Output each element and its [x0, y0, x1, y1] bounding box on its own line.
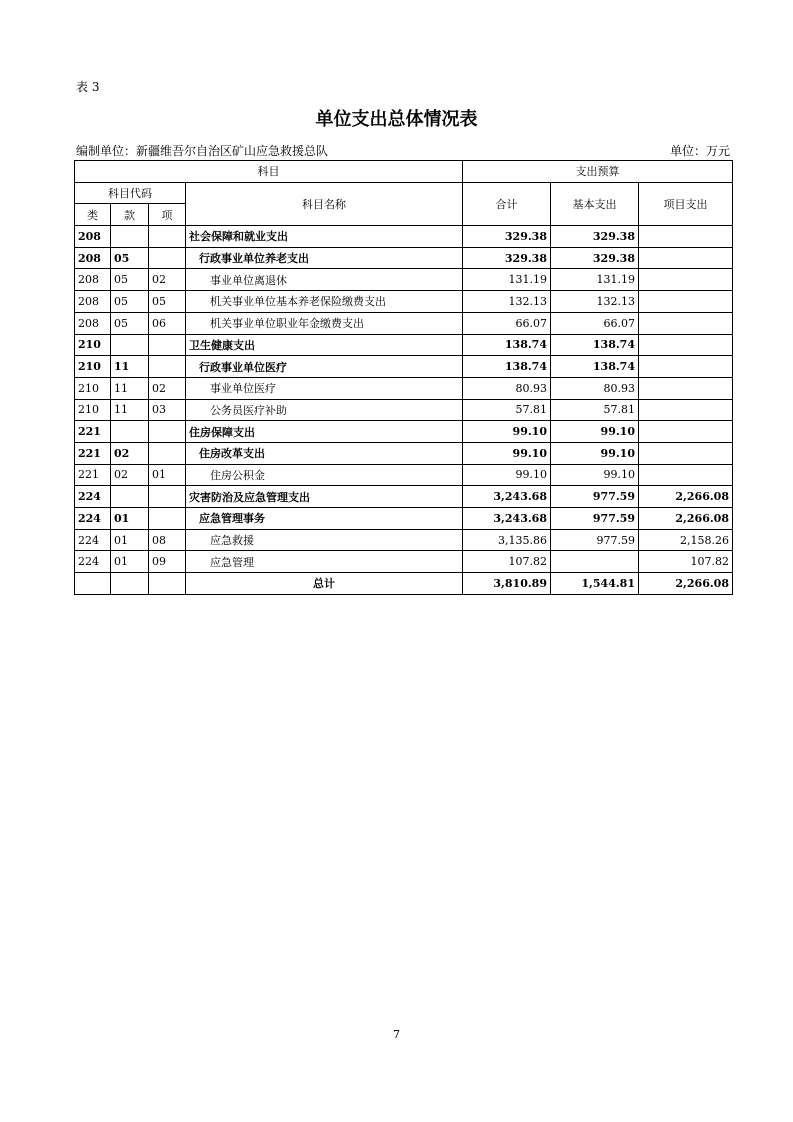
table-row — [75, 334, 733, 356]
cell-project — [639, 356, 733, 378]
cell-name: 机关事业单位基本养老保险缴费支出 — [186, 291, 463, 313]
cell-basic: 80.93 — [551, 377, 639, 399]
cell-project — [639, 291, 733, 313]
cell-lei: 208 — [75, 226, 111, 248]
header-row — [75, 182, 733, 204]
cell-basic — [551, 551, 639, 573]
cell-project — [639, 442, 733, 464]
cell-kuan: 02 — [111, 442, 149, 464]
cell-total: 3,243.68 — [463, 486, 551, 508]
cell-lei: 208 — [75, 247, 111, 269]
cell-lei: 221 — [75, 421, 111, 443]
cell-project: 2,158.26 — [639, 529, 733, 551]
cell-name: 应急管理 — [186, 551, 463, 573]
cell-xiang — [149, 486, 186, 508]
cell-total: 99.10 — [463, 442, 551, 464]
grand-total-basic: 1,544.81 — [551, 573, 639, 595]
cell-name: 社会保障和就业支出 — [186, 226, 463, 248]
cell-xiang — [149, 421, 186, 443]
cell-project: 2,266.08 — [639, 508, 733, 530]
cell-name: 住房保障支出 — [186, 421, 463, 443]
table-row — [75, 269, 733, 291]
cell-xiang: 01 — [149, 464, 186, 486]
cell-kuan — [111, 334, 149, 356]
cell-name: 住房公积金 — [186, 464, 463, 486]
cell-name: 公务员医疗补助 — [186, 399, 463, 421]
cell-lei: 210 — [75, 334, 111, 356]
cell-total: 329.38 — [463, 247, 551, 269]
cell-name: 住房改革支出 — [186, 442, 463, 464]
grand-total-total: 3,810.89 — [463, 573, 551, 595]
cell-project — [639, 334, 733, 356]
page-number: 7 — [393, 1028, 400, 1041]
cell-lei: 210 — [75, 377, 111, 399]
cell-project — [639, 226, 733, 248]
cell-xiang: 09 — [149, 551, 186, 573]
cell-project: 2,266.08 — [639, 486, 733, 508]
header-basic: 基本支出 — [551, 182, 639, 225]
cell-basic: 329.38 — [551, 247, 639, 269]
cell-name: 应急救援 — [186, 529, 463, 551]
cell-total: 132.13 — [463, 291, 551, 313]
cell-kuan: 11 — [111, 356, 149, 378]
grand-total-project: 2,266.08 — [639, 573, 733, 595]
cell-lei: 208 — [75, 312, 111, 334]
cell-xiang: 06 — [149, 312, 186, 334]
cell-total: 131.19 — [463, 269, 551, 291]
cell-basic: 99.10 — [551, 464, 639, 486]
cell-xiang — [149, 334, 186, 356]
cell-lei: 221 — [75, 464, 111, 486]
cell-basic: 329.38 — [551, 226, 639, 248]
cell-kuan: 01 — [111, 508, 149, 530]
cell-basic: 977.59 — [551, 486, 639, 508]
cell-project — [639, 312, 733, 334]
cell-name: 行政事业单位养老支出 — [186, 247, 463, 269]
cell-lei: 224 — [75, 551, 111, 573]
cell-name: 机关事业单位职业年金缴费支出 — [186, 312, 463, 334]
cell-total: 99.10 — [463, 421, 551, 443]
table-row — [75, 291, 733, 313]
cell-lei: 208 — [75, 269, 111, 291]
expenditure-table — [74, 160, 733, 595]
cell-total: 329.38 — [463, 226, 551, 248]
header-code: 科目代码 — [75, 182, 186, 204]
table-row — [75, 551, 733, 573]
header-row — [75, 161, 733, 183]
table-row — [75, 486, 733, 508]
cell-project — [639, 247, 733, 269]
cell-total: 66.07 — [463, 312, 551, 334]
cell-project — [639, 399, 733, 421]
cell-name: 应急管理事务 — [186, 508, 463, 530]
cell-kuan — [111, 486, 149, 508]
empty-cell — [111, 573, 149, 595]
table-row — [75, 312, 733, 334]
cell-project — [639, 464, 733, 486]
cell-kuan: 02 — [111, 464, 149, 486]
header-subject: 科目 — [75, 161, 463, 183]
cell-project — [639, 421, 733, 443]
cell-project — [639, 269, 733, 291]
header-name: 科目名称 — [186, 182, 463, 225]
cell-name: 灾害防治及应急管理支出 — [186, 486, 463, 508]
cell-basic: 99.10 — [551, 442, 639, 464]
cell-lei: 224 — [75, 486, 111, 508]
table-row — [75, 508, 733, 530]
cell-kuan: 05 — [111, 247, 149, 269]
cell-basic: 131.19 — [551, 269, 639, 291]
cell-kuan — [111, 421, 149, 443]
header-lei: 类 — [75, 204, 111, 226]
cell-xiang — [149, 442, 186, 464]
cell-total: 138.74 — [463, 356, 551, 378]
table-row — [75, 421, 733, 443]
cell-total: 3,135.86 — [463, 529, 551, 551]
table-row — [75, 247, 733, 269]
cell-lei: 224 — [75, 508, 111, 530]
header-kuan: 款 — [111, 204, 149, 226]
cell-xiang — [149, 508, 186, 530]
cell-total: 57.81 — [463, 399, 551, 421]
cell-basic: 977.59 — [551, 508, 639, 530]
grand-total-row — [75, 573, 733, 595]
cell-name: 卫生健康支出 — [186, 334, 463, 356]
cell-basic: 977.59 — [551, 529, 639, 551]
cell-project: 107.82 — [639, 551, 733, 573]
currency-unit: 单位：万元 — [669, 144, 730, 158]
cell-kuan: 11 — [111, 399, 149, 421]
cell-total: 107.82 — [463, 551, 551, 573]
header-project: 项目支出 — [639, 182, 733, 225]
empty-cell — [75, 573, 111, 595]
cell-xiang: 03 — [149, 399, 186, 421]
empty-cell — [149, 573, 186, 595]
cell-lei: 221 — [75, 442, 111, 464]
cell-name: 行政事业单位医疗 — [186, 356, 463, 378]
cell-basic: 138.74 — [551, 356, 639, 378]
table-row — [75, 356, 733, 378]
cell-lei: 210 — [75, 399, 111, 421]
table-label: 表 3 — [76, 80, 100, 94]
table-row — [75, 226, 733, 248]
cell-total: 138.74 — [463, 334, 551, 356]
cell-total: 99.10 — [463, 464, 551, 486]
cell-basic: 132.13 — [551, 291, 639, 313]
cell-basic: 66.07 — [551, 312, 639, 334]
cell-kuan — [111, 226, 149, 248]
compiling-unit: 编制单位：新疆维吾尔自治区矿山应急救援总队 — [76, 144, 329, 158]
cell-xiang: 02 — [149, 269, 186, 291]
table-row — [75, 399, 733, 421]
cell-kuan: 05 — [111, 312, 149, 334]
cell-lei: 208 — [75, 291, 111, 313]
table-row — [75, 442, 733, 464]
header-total: 合计 — [463, 182, 551, 225]
cell-xiang: 02 — [149, 377, 186, 399]
cell-kuan: 01 — [111, 551, 149, 573]
page-title: 单位支出总体情况表 — [315, 109, 478, 130]
cell-kuan: 01 — [111, 529, 149, 551]
cell-lei: 224 — [75, 529, 111, 551]
cell-xiang: 05 — [149, 291, 186, 313]
cell-name: 事业单位医疗 — [186, 377, 463, 399]
table-row — [75, 529, 733, 551]
cell-basic: 99.10 — [551, 421, 639, 443]
grand-total-label: 总计 — [186, 573, 463, 595]
cell-xiang — [149, 226, 186, 248]
header-budget: 支出预算 — [463, 161, 733, 183]
header-xiang: 项 — [149, 204, 186, 226]
table-row — [75, 464, 733, 486]
cell-total: 3,243.68 — [463, 508, 551, 530]
cell-xiang — [149, 356, 186, 378]
cell-basic: 57.81 — [551, 399, 639, 421]
cell-kuan: 05 — [111, 291, 149, 313]
cell-kuan: 05 — [111, 269, 149, 291]
cell-xiang: 08 — [149, 529, 186, 551]
table-row — [75, 377, 733, 399]
cell-project — [639, 377, 733, 399]
cell-name: 事业单位离退休 — [186, 269, 463, 291]
cell-lei: 210 — [75, 356, 111, 378]
cell-basic: 138.74 — [551, 334, 639, 356]
cell-xiang — [149, 247, 186, 269]
cell-kuan: 11 — [111, 377, 149, 399]
cell-total: 80.93 — [463, 377, 551, 399]
